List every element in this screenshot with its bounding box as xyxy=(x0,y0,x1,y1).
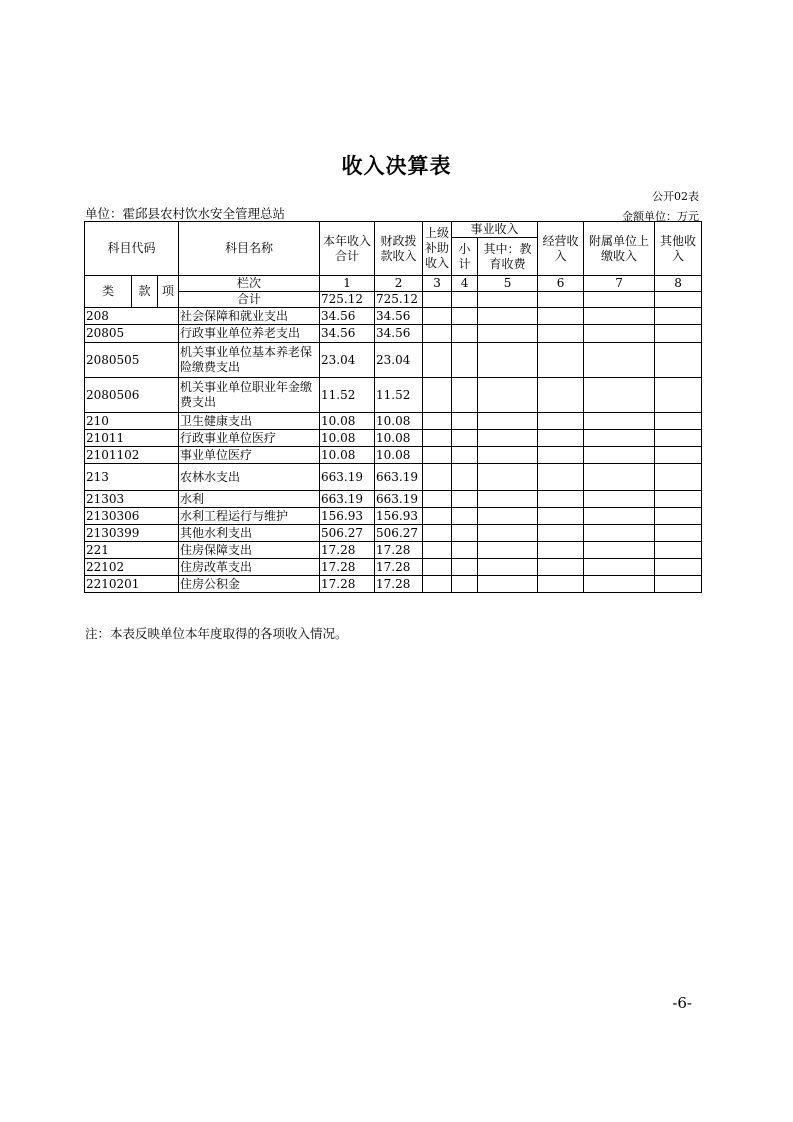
row-code: 2101102 xyxy=(85,447,179,464)
empty-cell xyxy=(655,325,702,343)
unit-label: 单位：霍邱县农村饮水安全管理总站 xyxy=(85,206,286,221)
empty-cell xyxy=(423,325,452,343)
empty-cell xyxy=(655,525,702,542)
empty-cell xyxy=(655,576,702,593)
empty-cell xyxy=(538,343,584,378)
row-total-income: 156.93 xyxy=(320,508,375,525)
empty-cell xyxy=(452,343,478,378)
row-fiscal: 17.28 xyxy=(375,576,423,593)
empty-cell xyxy=(584,447,655,464)
row-code: 20805 xyxy=(85,325,179,343)
row-name: 住房公积金 xyxy=(179,576,320,593)
header-other: 其他收入 xyxy=(655,222,702,276)
row-total-income: 17.28 xyxy=(320,542,375,559)
empty-cell xyxy=(423,308,452,325)
empty-cell xyxy=(452,559,478,576)
empty-cell xyxy=(452,525,478,542)
col-number: 1 xyxy=(320,276,375,292)
row-code: 21303 xyxy=(85,491,179,508)
table-row xyxy=(85,576,702,593)
row-total-income: 34.56 xyxy=(320,325,375,343)
empty-cell xyxy=(538,378,584,413)
col-number: 3 xyxy=(423,276,452,292)
empty-cell xyxy=(584,525,655,542)
row-name: 住房改革支出 xyxy=(179,559,320,576)
row-name: 机关事业单位职业年金缴费支出 xyxy=(179,378,320,413)
row-total-income: 17.28 xyxy=(320,576,375,593)
header-affiliated: 附属单位上缴收入 xyxy=(584,222,655,276)
header-kuan: 款 xyxy=(132,276,158,308)
header-name: 科目名称 xyxy=(179,222,320,276)
empty-cell xyxy=(478,464,538,491)
header-edu-fee: 其中：教育收费 xyxy=(478,238,538,276)
empty-cell xyxy=(655,464,702,491)
row-fiscal: 156.93 xyxy=(375,508,423,525)
empty-cell xyxy=(584,308,655,325)
empty-cell xyxy=(655,491,702,508)
money-unit-label: 金额单位：万元 xyxy=(622,210,699,223)
empty-cell xyxy=(452,491,478,508)
empty-cell xyxy=(538,491,584,508)
row-total-income: 506.27 xyxy=(320,525,375,542)
total-fiscal-value: 725.12 xyxy=(375,292,423,308)
table-row xyxy=(85,308,702,325)
row-fiscal: 10.08 xyxy=(375,447,423,464)
empty-cell xyxy=(538,447,584,464)
empty-cell xyxy=(452,378,478,413)
table-row xyxy=(85,525,702,542)
col-number: 7 xyxy=(584,276,655,292)
empty-cell xyxy=(423,559,452,576)
empty-cell xyxy=(584,464,655,491)
row-name: 行政事业单位医疗 xyxy=(179,430,320,447)
header-fiscal: 财政拨款收入 xyxy=(375,222,423,276)
row-total-income: 10.08 xyxy=(320,413,375,430)
empty-cell xyxy=(655,378,702,413)
header-business: 事业收入 xyxy=(452,222,538,238)
col-number: 6 xyxy=(538,276,584,292)
empty-cell xyxy=(538,464,584,491)
header-lanci: 栏次 xyxy=(179,276,320,292)
empty-cell xyxy=(478,542,538,559)
row-name: 农林水支出 xyxy=(179,464,320,491)
row-total-income: 34.56 xyxy=(320,308,375,325)
row-name: 住房保障支出 xyxy=(179,542,320,559)
row-code: 2080505 xyxy=(85,343,179,378)
empty-cell xyxy=(452,447,478,464)
row-fiscal: 663.19 xyxy=(375,491,423,508)
row-fiscal: 34.56 xyxy=(375,308,423,325)
page-number: -6- xyxy=(672,994,692,1012)
empty-cell xyxy=(655,447,702,464)
empty-cell xyxy=(452,308,478,325)
page-title: 收入决算表 xyxy=(341,153,452,178)
header-xiang: 项 xyxy=(158,276,179,308)
row-fiscal: 11.52 xyxy=(375,378,423,413)
empty-cell xyxy=(584,559,655,576)
header-subtotal: 小计 xyxy=(452,238,478,276)
row-total-income: 23.04 xyxy=(320,343,375,378)
total-income-value: 725.12 xyxy=(320,292,375,308)
col-number: 2 xyxy=(375,276,423,292)
empty-cell xyxy=(538,325,584,343)
empty-cell xyxy=(478,447,538,464)
empty-cell xyxy=(478,343,538,378)
empty-cell xyxy=(478,308,538,325)
header-total-income: 本年收入合计 xyxy=(320,222,375,276)
table-row xyxy=(85,559,702,576)
row-code: 22102 xyxy=(85,559,179,576)
row-name: 机关事业单位基本养老保险缴费支出 xyxy=(179,343,320,378)
empty-cell xyxy=(538,413,584,430)
row-name: 社会保障和就业支出 xyxy=(179,308,320,325)
empty-cell xyxy=(478,508,538,525)
row-name: 行政事业单位养老支出 xyxy=(179,325,320,343)
empty-cell xyxy=(584,508,655,525)
row-code: 2210201 xyxy=(85,576,179,593)
empty-cell xyxy=(452,464,478,491)
row-name: 水利工程运行与维护 xyxy=(179,508,320,525)
row-total-income: 11.52 xyxy=(320,378,375,413)
row-fiscal: 17.28 xyxy=(375,542,423,559)
header-subsidy: 上级补助收入 xyxy=(423,222,452,276)
empty-cell xyxy=(584,491,655,508)
empty-cell xyxy=(423,508,452,525)
empty-cell xyxy=(538,559,584,576)
row-fiscal: 506.27 xyxy=(375,525,423,542)
empty-cell xyxy=(452,430,478,447)
empty-cell xyxy=(655,343,702,378)
row-total-income: 10.08 xyxy=(320,430,375,447)
form-number: 公开02表 xyxy=(652,190,699,203)
table-row xyxy=(85,343,702,378)
empty-cell xyxy=(452,542,478,559)
empty-cell xyxy=(538,430,584,447)
table-row xyxy=(85,464,702,491)
empty-cell xyxy=(655,413,702,430)
row-name: 水利 xyxy=(179,491,320,508)
empty-cell xyxy=(478,430,538,447)
table-row xyxy=(85,325,702,343)
col-number: 5 xyxy=(478,276,538,292)
empty-cell xyxy=(538,508,584,525)
row-total-income: 10.08 xyxy=(320,447,375,464)
empty-cell xyxy=(478,559,538,576)
empty-cell xyxy=(655,308,702,325)
row-code: 213 xyxy=(85,464,179,491)
row-code: 208 xyxy=(85,308,179,325)
row-total-income: 663.19 xyxy=(320,491,375,508)
empty-cell xyxy=(423,378,452,413)
table-row xyxy=(85,447,702,464)
empty-cell xyxy=(584,378,655,413)
empty-cell xyxy=(452,508,478,525)
empty-cell xyxy=(423,343,452,378)
row-total-income: 17.28 xyxy=(320,559,375,576)
row-name: 事业单位医疗 xyxy=(179,447,320,464)
row-total-income: 663.19 xyxy=(320,464,375,491)
empty-cell xyxy=(478,491,538,508)
row-fiscal: 23.04 xyxy=(375,343,423,378)
empty-cell xyxy=(478,413,538,430)
row-name: 卫生健康支出 xyxy=(179,413,320,430)
empty-cell xyxy=(478,576,538,593)
table-row xyxy=(85,413,702,430)
empty-cell xyxy=(584,325,655,343)
col-number: 8 xyxy=(655,276,702,292)
table-row xyxy=(85,508,702,525)
empty-cell xyxy=(538,576,584,593)
empty-cell xyxy=(584,430,655,447)
empty-cell xyxy=(584,413,655,430)
empty-cell xyxy=(423,542,452,559)
row-fiscal: 17.28 xyxy=(375,559,423,576)
header-lei: 类 xyxy=(85,276,132,308)
empty-cell xyxy=(478,325,538,343)
row-code: 2080506 xyxy=(85,378,179,413)
row-code: 21011 xyxy=(85,430,179,447)
empty-cell xyxy=(478,378,538,413)
empty-cell xyxy=(584,576,655,593)
empty-cell xyxy=(478,525,538,542)
table-row xyxy=(85,491,702,508)
table-row xyxy=(85,430,702,447)
row-code: 2130399 xyxy=(85,525,179,542)
empty-cell xyxy=(584,542,655,559)
empty-cell xyxy=(423,525,452,542)
empty-cell xyxy=(538,525,584,542)
empty-cell xyxy=(452,413,478,430)
total-label: 合计 xyxy=(179,292,320,308)
empty-cell xyxy=(423,576,452,593)
empty-cell xyxy=(584,343,655,378)
row-code: 210 xyxy=(85,413,179,430)
row-fiscal: 34.56 xyxy=(375,325,423,343)
empty-cell xyxy=(423,430,452,447)
empty-cell xyxy=(452,325,478,343)
empty-cell xyxy=(538,542,584,559)
empty-cell xyxy=(423,413,452,430)
empty-cell xyxy=(423,491,452,508)
row-name: 其他水利支出 xyxy=(179,525,320,542)
empty-cell xyxy=(423,464,452,491)
table-row xyxy=(85,542,702,559)
empty-cell xyxy=(538,308,584,325)
row-fiscal: 10.08 xyxy=(375,413,423,430)
table-note: 注：本表反映单位本年度取得的各项收入情况。 xyxy=(85,626,348,641)
header-operating: 经营收入 xyxy=(538,222,584,276)
empty-cell xyxy=(655,430,702,447)
header-code: 科目代码 xyxy=(85,222,179,276)
empty-cell xyxy=(655,542,702,559)
col-number: 4 xyxy=(452,276,478,292)
row-code: 221 xyxy=(85,542,179,559)
empty-cell xyxy=(655,508,702,525)
empty-cell xyxy=(655,559,702,576)
row-fiscal: 663.19 xyxy=(375,464,423,491)
income-table xyxy=(84,221,702,593)
empty-cell xyxy=(423,447,452,464)
table-row xyxy=(85,378,702,413)
row-code: 2130306 xyxy=(85,508,179,525)
row-fiscal: 10.08 xyxy=(375,430,423,447)
empty-cell xyxy=(452,576,478,593)
